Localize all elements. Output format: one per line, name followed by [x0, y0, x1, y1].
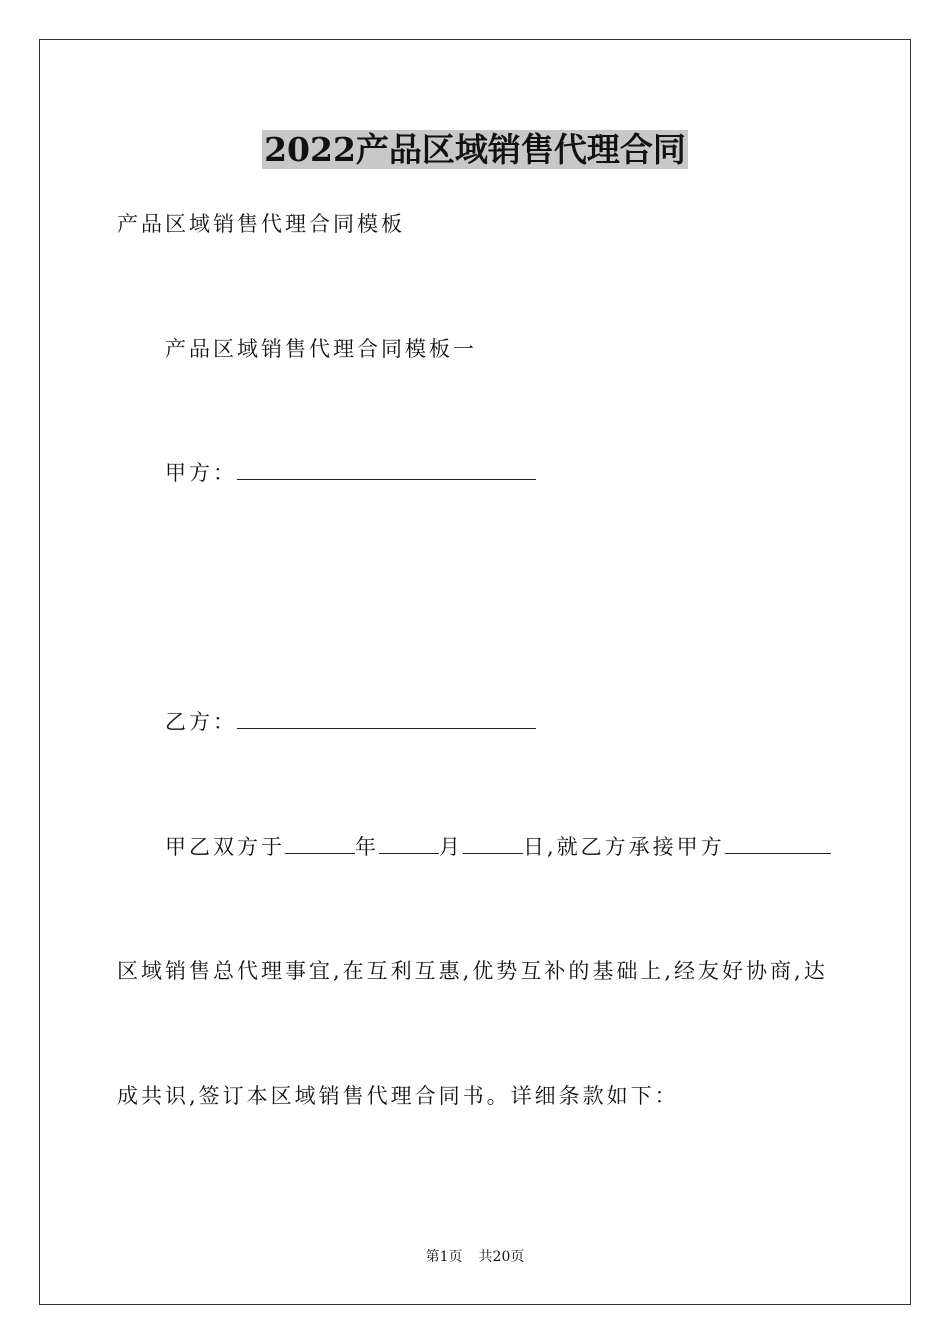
year-blank	[285, 833, 355, 854]
paragraph-2: 区域销售总代理事宜,在互利互惠,优势互补的基础上,经友好协商,达	[117, 959, 828, 983]
para1-text1: 甲乙双方于	[165, 835, 285, 859]
party-b-blank	[237, 708, 536, 729]
paragraph-3: 成共识,签订本区域销售代理合同书。详细条款如下：	[117, 1084, 679, 1108]
para1-text3: 月	[439, 835, 463, 859]
month-blank	[379, 833, 439, 854]
party-a-line	[165, 458, 536, 488]
para1-text4: 日,就乙方承接甲方	[523, 835, 725, 859]
page-footer	[0, 1247, 950, 1267]
party-a-blank	[237, 459, 536, 480]
region-blank	[725, 833, 831, 854]
party-b-label: 乙方：	[165, 710, 237, 734]
page-total: 共20页	[478, 1249, 525, 1265]
document-title-text: 2022产品区域销售代理合同	[264, 130, 686, 169]
document-subtitle: 产品区域销售代理合同模板	[117, 212, 405, 236]
day-blank	[463, 833, 523, 854]
paragraph-1	[165, 832, 831, 862]
section-heading: 产品区域销售代理合同模板一	[165, 337, 477, 361]
party-a-label: 甲方：	[165, 461, 237, 485]
party-b-line	[165, 707, 536, 737]
para1-text2: 年	[355, 835, 379, 859]
document-title	[0, 128, 950, 172]
page-number: 第1页	[425, 1249, 463, 1265]
